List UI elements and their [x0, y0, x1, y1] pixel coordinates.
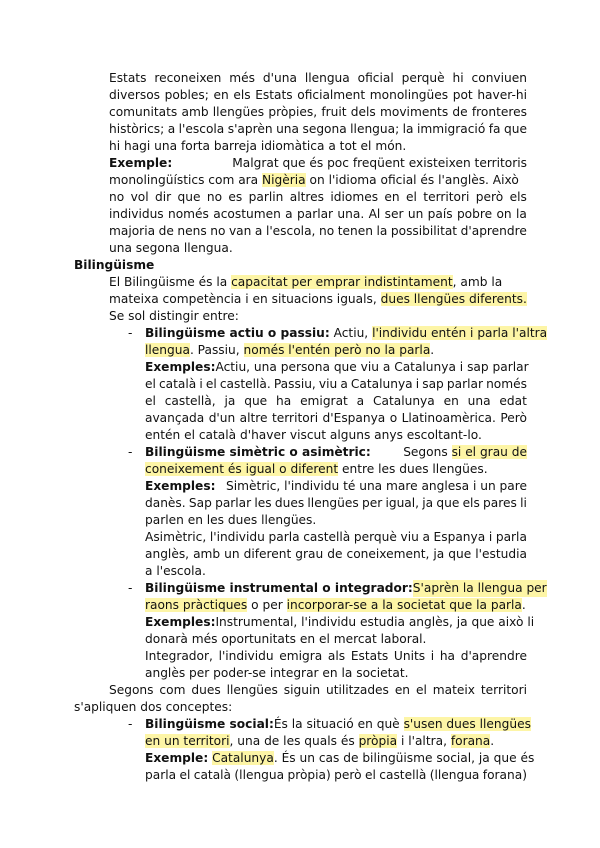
example1-line-6: una segona llengua.: [109, 241, 233, 255]
item4-line-1: Bilingüisme social: És la situació en què s'usen dues llengües: [145, 717, 531, 731]
segons-line-1: Segons com dues llengües siguin utilitzades en el mateix territori: [109, 683, 527, 697]
def-line-1: El Bilingüisme és la capacitat per emprar indistintament, amb la: [109, 275, 503, 289]
item2-example-line-3: parlen en les dues llengües.: [145, 513, 317, 527]
item3-example-line-2: donarà més oportunitats en el mercat laboral.: [145, 632, 427, 646]
item3-line-1: Bilingüisme instrumental o integrador: S'aprèn la llengua per: [145, 581, 547, 595]
item1-example-line-1: Exemples: Actiu, una persona que viu a Catalunya i sap parlar: [145, 360, 529, 374]
item2-line-2: coneixement és igual o diferent entre les dues llengües.: [145, 462, 488, 476]
intro-line-1: Estats reconeixen més d'una llengua oficial perquè hi conviuen: [109, 71, 527, 85]
item1-title: Bilingüisme actiu o passiu:: [145, 326, 330, 340]
item2-example-line-2: danès. Sap parlar les dues llengües per igual, ja que els pares li: [145, 496, 527, 510]
item3-line-2: raons pràctiques o per incorporar-se a la societat que la parla.: [145, 598, 526, 612]
bullet-dash: -: [128, 326, 133, 340]
item3-integ-line-1: Integrador, l'individu emigra als Estats Units i ha d'aprendre: [145, 649, 527, 663]
item2-asym-line-3: a l'escola.: [145, 564, 206, 578]
example1-line-3: no vol dir que no es parlin altres idiomes en el territori però els: [109, 190, 527, 204]
example1-line-2: monolingüístics com ara Nigèria on l'idioma oficial és l'anglès. Això: [109, 173, 519, 187]
item1-example-line-3: el castellà, ja que ha emigrat a Catalunya en una edat: [145, 394, 527, 408]
item4-example-line-2: parla el català (llengua pròpia) però el castellà (llengua forana): [145, 768, 527, 782]
example1-line-5: majoria de nens no van a l'escola, no tenen la possibilitat d'aprendre: [109, 224, 527, 238]
item3-title: Bilingüisme instrumental o integrador:: [145, 581, 413, 595]
item4-line-2: en un territori, una de les quals és pròpia i l'altra, forana.: [145, 734, 495, 748]
item4-example-line-1: Exemple: Catalunya. És un cas de bilingüisme social, ja que és: [145, 751, 535, 765]
intro-line-5: hi hagi una forta barreja idiomàtica a tot el món.: [109, 139, 407, 153]
item3-example-line-1: Exemples: Instrumental, l'individu estudia anglès, ja que això li: [145, 615, 535, 629]
def-line-3: Se sol distingir entre:: [109, 309, 239, 323]
item4-title: Bilingüisme social:: [145, 717, 274, 731]
intro-line-4: històrics; a l'escola s'aprèn una segona llengua; la immigració fa que: [109, 122, 527, 136]
item1-line-1: Bilingüisme actiu o passiu: Actiu, l'individu entén i parla l'altra: [145, 326, 548, 340]
item2-example-line-1: Exemples: Simètric, l'individu té una mare anglesa i un pare: [145, 479, 527, 493]
item1-line-2: llengua. Passiu, només l'entén però no la parla.: [145, 343, 435, 357]
highlight-capacitat: capacitat per emprar indistintament: [231, 275, 453, 289]
example1-line-1: Exemple: Malgrat que és poc freqüent existeixen territoris: [109, 156, 527, 170]
bullet-dash: -: [128, 445, 133, 459]
item2-line-1: Bilingüisme simètric o asimètric: Segons si el grau de: [145, 445, 527, 459]
item2-asym-line-1: Asimètric, l'individu parla castellà perquè viu a Espanya i parla: [145, 530, 527, 544]
highlight-nigeria: Nigèria: [262, 173, 306, 187]
bullet-dash: -: [128, 581, 133, 595]
highlight-dues-llengues: dues llengües diferents.: [380, 292, 527, 306]
def-line-2: mateixa competència i en situacions iguals, dues llengües diferents.: [109, 292, 527, 306]
section-heading: Bilingüisme: [74, 258, 155, 272]
example1-line-4: individus només acostumen a parlar una. Al ser un país pobre on la: [109, 207, 527, 221]
item1-example-line-5: entén el català d'haver viscut alguns anys escoltant-lo.: [145, 428, 482, 442]
segons-line-2: s'apliquen dos conceptes:: [74, 700, 233, 714]
item3-integ-line-2: anglès per poder-se integrar en la societat.: [145, 666, 409, 680]
item1-example-line-2: el català i el castellà. Passiu, viu a Catalunya i sap parlar només: [145, 377, 527, 391]
item2-asym-line-2: anglès, amb un diferent grau de coneixement, ja que l'estudia: [145, 547, 527, 561]
bullet-dash: -: [128, 717, 133, 731]
item2-title: Bilingüisme simètric o asimètric:: [145, 445, 371, 459]
item1-example-line-4: avançada d'un altre territori d'Espanya o Llatinoamèrica. Però: [145, 411, 527, 425]
intro-line-2: diversos pobles; en els Estats oficialment monolingües pot haver-hi: [109, 88, 527, 102]
example1-label: Exemple:: [109, 156, 173, 170]
intro-line-3: comunitats amb llengües pròpies, fruit dels moviments de fronteres: [109, 105, 527, 119]
